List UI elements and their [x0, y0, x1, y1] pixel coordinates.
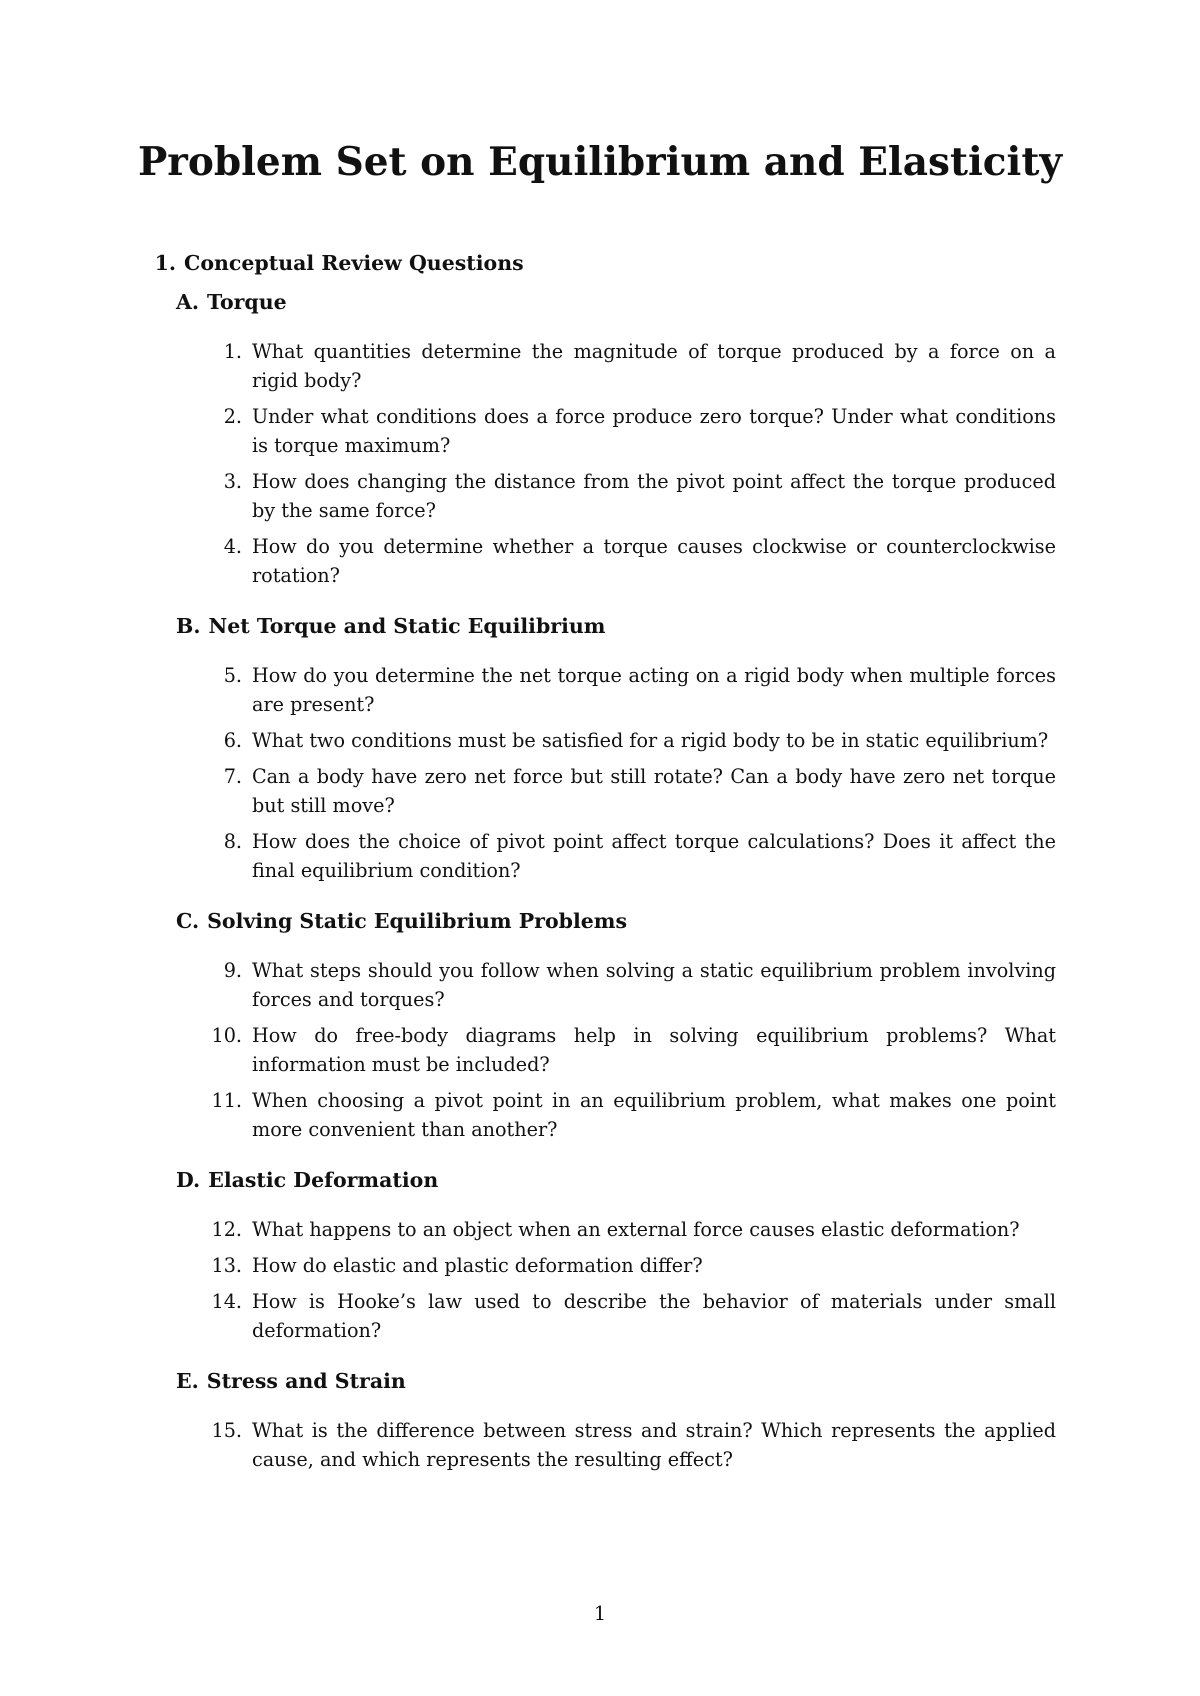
- question-list-d: [146, 1215, 1066, 1345]
- question-item: [146, 1215, 1066, 1244]
- question-item: [146, 402, 1066, 460]
- question-number: 7.: [223, 765, 242, 788]
- question-text: How does the choice of pivot point affect torque calculations? Does it affect the final equilibrium condition?: [252, 830, 1056, 882]
- question-item: [146, 1251, 1066, 1280]
- question-text: How do you determine whether a torque causes clockwise or counterclockwise rotation?: [252, 535, 1056, 587]
- question-item: [146, 956, 1066, 1014]
- question-text: How do elastic and plastic deformation differ?: [252, 1254, 703, 1277]
- question-text: When choosing a pivot point in an equilibrium problem, what makes one point more convenient than another?: [252, 1089, 1056, 1141]
- page-number: 1: [593, 1602, 607, 1625]
- question-item: [146, 1416, 1066, 1474]
- subsection-letter: B.: [176, 614, 201, 638]
- question-number: 5.: [223, 664, 242, 687]
- section-heading: [146, 248, 1066, 278]
- document-title: Problem Set on Equilibrium and Elasticity: [137, 139, 1063, 185]
- question-item: [146, 661, 1066, 719]
- subsection-title: Stress and Strain: [206, 1369, 406, 1393]
- question-text: What steps should you follow when solving a static equilibrium problem involving forces and torques?: [252, 959, 1056, 1011]
- question-text: What happens to an object when an external force causes elastic deformation?: [252, 1218, 1020, 1241]
- question-item: [146, 726, 1066, 755]
- question-item: [146, 1086, 1066, 1144]
- document-body: [146, 248, 1066, 1495]
- question-text: Can a body have zero net force but still rotate? Can a body have zero net torque but still move?: [252, 765, 1056, 817]
- subsection-title: Elastic Deformation: [208, 1168, 439, 1192]
- question-number: 6.: [223, 729, 242, 752]
- subsection-heading-b: [176, 611, 1066, 641]
- question-number: 11.: [211, 1089, 242, 1112]
- question-text: How do you determine the net torque acting on a rigid body when multiple forces are present?: [252, 664, 1056, 716]
- question-list-b: [146, 661, 1066, 885]
- question-text: Under what conditions does a force produce zero torque? Under what conditions is torque maximum?: [252, 405, 1056, 457]
- section-title: Conceptual Review Questions: [184, 251, 524, 275]
- question-text: What quantities determine the magnitude of torque produced by a force on a rigid body?: [252, 340, 1056, 392]
- question-number: 8.: [223, 830, 242, 853]
- subsection-title: Torque: [207, 290, 287, 314]
- question-text: What two conditions must be satisfied for a rigid body to be in static equilibrium?: [252, 729, 1049, 752]
- question-number: 12.: [211, 1218, 242, 1241]
- question-list-a: [146, 337, 1066, 590]
- question-item: [146, 827, 1066, 885]
- question-number: 4.: [223, 535, 242, 558]
- question-number: 10.: [211, 1024, 242, 1047]
- subsection-heading-d: [176, 1165, 1066, 1195]
- question-text: How does changing the distance from the pivot point affect the torque produced by the same force?: [252, 470, 1056, 522]
- question-item: [146, 1287, 1066, 1345]
- question-number: 9.: [223, 959, 242, 982]
- question-item: [146, 467, 1066, 525]
- question-number: 1.: [223, 340, 242, 363]
- question-text: What is the difference between stress and strain? Which represents the applied cause, and which represents the resulting effect?: [252, 1419, 1056, 1471]
- question-item: [146, 337, 1066, 395]
- subsection-heading-a: [176, 287, 1066, 317]
- question-item: [146, 762, 1066, 820]
- question-text: How is Hooke’s law used to describe the behavior of materials under small deformation?: [252, 1290, 1056, 1342]
- subsection-title: Solving Static Equilibrium Problems: [207, 909, 628, 933]
- subsection-letter: C.: [176, 909, 200, 933]
- question-list-e: [146, 1416, 1066, 1474]
- subsection-letter: A.: [176, 290, 200, 314]
- subsection-heading-e: [176, 1366, 1066, 1396]
- subsection-letter: D.: [176, 1168, 201, 1192]
- subsection-title: Net Torque and Static Equilibrium: [208, 614, 606, 638]
- question-list-c: [146, 956, 1066, 1144]
- question-number: 14.: [211, 1290, 242, 1313]
- question-text: How do free-body diagrams help in solving equilibrium problems? What information must be included?: [252, 1024, 1056, 1076]
- question-item: [146, 1021, 1066, 1079]
- question-number: 15.: [211, 1419, 242, 1442]
- question-number: 2.: [223, 405, 242, 428]
- question-item: [146, 532, 1066, 590]
- subsection-heading-c: [176, 906, 1066, 936]
- section-number: 1.: [154, 251, 176, 275]
- subsection-letter: E.: [176, 1369, 199, 1393]
- question-number: 3.: [223, 470, 242, 493]
- question-number: 13.: [211, 1254, 242, 1277]
